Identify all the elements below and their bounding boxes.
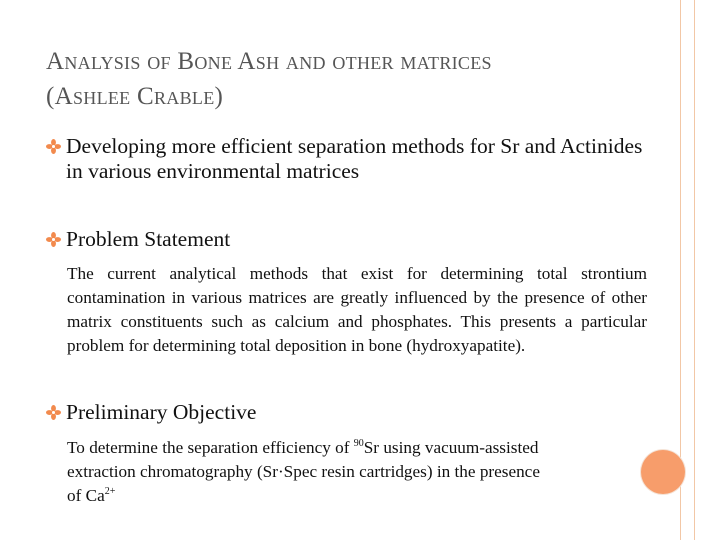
bullet-preliminary-objective xyxy=(46,400,646,425)
bullet-text: Problem Statement xyxy=(66,227,231,251)
objective-pre: To determine the separation efficiency of xyxy=(67,438,354,457)
decorative-orange-circle xyxy=(641,450,685,494)
bullet-developing xyxy=(46,134,646,184)
slide-title xyxy=(46,44,646,114)
isotope-mass-number: 90 xyxy=(353,438,364,449)
flower-bullet-icon xyxy=(46,232,61,247)
bullet-text: Preliminary Objective xyxy=(66,400,257,424)
bullet-problem-statement xyxy=(46,227,646,252)
problem-statement-text: The current analytical methods that exist for determining total strontium contamination in various matrices are greatly influenced by the presence of other matrix constituents such as calcium and phosphates. This presents a particular problem for determining total deposition in bone (hydroxyapatite). xyxy=(67,264,647,355)
objective-mid: Sr using vacuum-assisted extraction chromatography (Sr·Spec resin cartridges) in the presence of Ca xyxy=(67,438,540,505)
calcium-charge: 2+ xyxy=(104,486,116,497)
flower-bullet-icon xyxy=(46,405,61,420)
title-line-2: (Ashlee Crable) xyxy=(46,83,224,110)
flower-bullet-icon xyxy=(46,139,61,154)
title-line-1: Analysis of Bone Ash and other matrices xyxy=(46,48,492,75)
objective-text xyxy=(67,436,557,508)
bullet-text: Developing more efficient separation methods for Sr and Actinides in various environmental matrices xyxy=(66,134,643,183)
decorative-rule-right xyxy=(694,0,695,540)
